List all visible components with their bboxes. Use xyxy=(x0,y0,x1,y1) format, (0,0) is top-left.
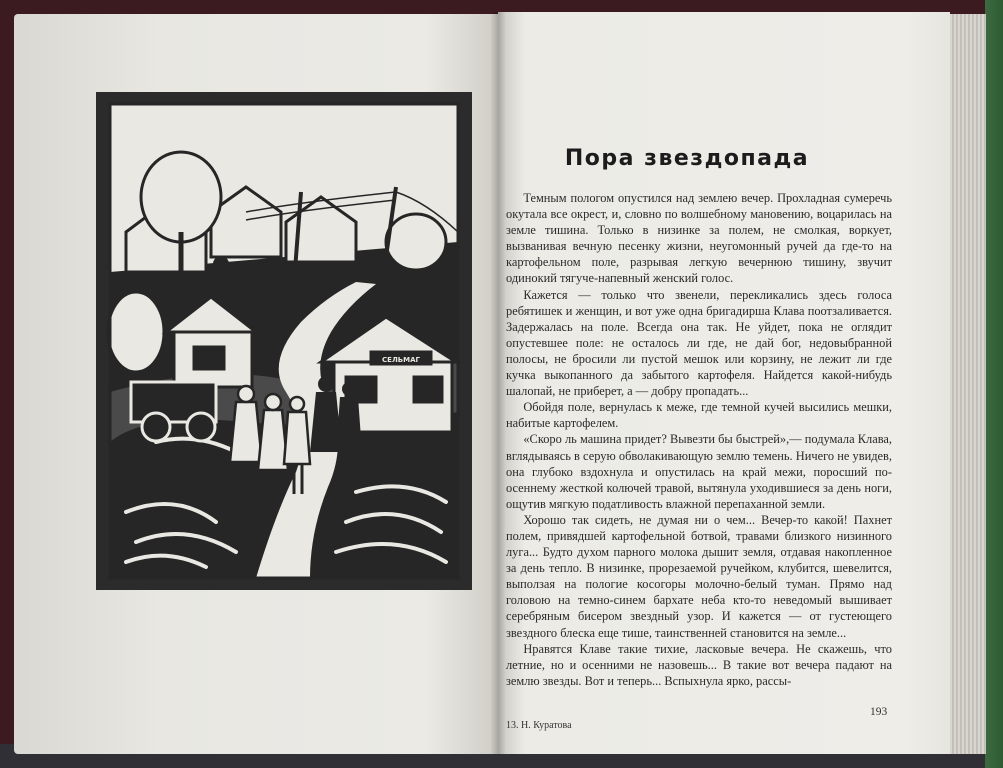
paragraph: «Скоро ль машина придет? Вывезти бы быстрей»,— подумала Клава, вглядываясь в серую обволакивающую землю темень. Ничего не увидев, она глубоко вздохнула и опустилась на край межи, поросший по-осеннему жесткой колючей травой, вытянула уходившиеся за день ноги, ощутив мягкую податливость влажной перепаханной земли. xyxy=(506,432,892,511)
chapter-title: Пора звездопада xyxy=(564,146,810,171)
village-woodcut-illustration xyxy=(96,92,472,590)
chapter-text xyxy=(506,190,892,689)
paragraph: Темным пологом опустился над землею вечер. Прохладная сумеречь окутала все окрест, и, словно по волшебному мановению, воцарилась на земле тишина. Только в низинке за полем, не смолкая, воркует, вызванивая вечную песенку жизни, неугомонный ручей да где-то на картофельном поле, разрывая легкую вечернюю тишину, звучит одинокий тягуче-напевный женский голос. xyxy=(506,191,892,286)
store-sign: СЕЛЬМАГ xyxy=(382,356,420,364)
paragraph: Хорошо так сидеть, не думая ни о чем... Вечер-то какой! Пахнет полем, привядшей картофельной ботвой, травами близкого низинного луга... Будто духом парного молока дышит земля, отдавая накопленное за день тепло. В низинке, прорезаемой ручейком, клубится, шевелится, выползая на пологие косогоры молочно-белый туман. Прямо над головою на темно-синем бархате неба кто-то неведомый вышивает серебряным бисером звездный узор. И кажется — от густеющего звездного блеска еще тише, таинственней становится на земле... xyxy=(506,512,892,640)
page-number: 193 xyxy=(870,706,888,718)
page-edges xyxy=(950,14,986,754)
paragraph: Кажется — только что звенели, перекликались здесь голоса ребятишек и женщин, и вот уже одна бригадирша Клава поотзаливается. Задержалась на поле. Всегда она так. Не уйдет, пока не оглядит опустевшее поле: не осталось ли где, не дай бог, недовыбранной полосы, не бросили ли пустой мешок или корзину, не лежит ли где кучка выкопанного да забытого картофеля. Найдется какой-нибудь шалопай, не приберет, а — добру пропадать... xyxy=(506,287,892,399)
book-gutter xyxy=(490,12,506,754)
paragraph: Обойдя поле, вернулась к меже, где темной кучей высились мешки, набитые картофелем. xyxy=(506,400,892,431)
paragraph: Нравятся Клаве такие тихие, ласковые вечера. Не скажешь, что летние, но и осенними не назовешь... В такие вот вечера падают на землю звезды. Вот и теперь... Вспыхнула ярко, рассы- xyxy=(506,641,892,688)
book-cover-right xyxy=(985,0,1003,768)
footer-author: 13. Н. Куратова xyxy=(506,720,572,731)
